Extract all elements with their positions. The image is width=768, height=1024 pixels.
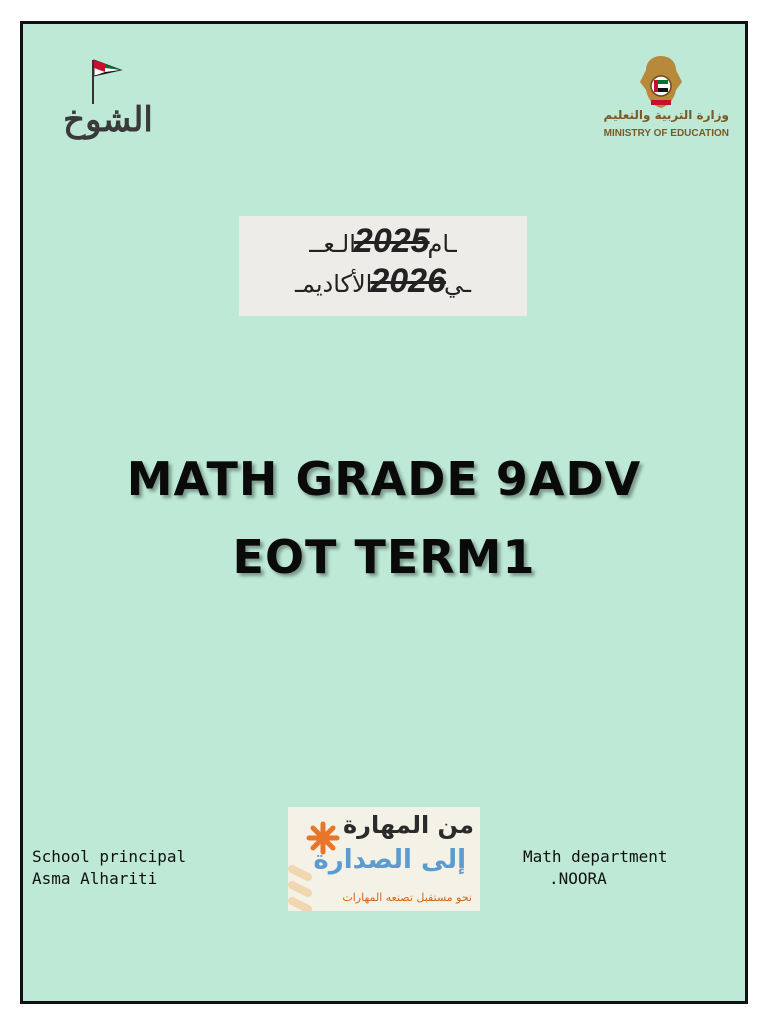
- academic-year-line-1: [239, 222, 527, 261]
- ministry-name-en: MINISTRY OF EDUCATION: [603, 128, 729, 139]
- slogan-logo: [288, 807, 480, 911]
- principal-block: [32, 846, 186, 890]
- principal-name: Asma Alhariti: [32, 869, 158, 888]
- slogan-line-3: نحو مستقبل تصنعه المهارات: [342, 891, 472, 904]
- title-line-1: MATH GRADE 9ADV: [126, 452, 642, 506]
- slogan-line-1: من المهارة: [343, 811, 474, 839]
- academic-year-line-2: [239, 262, 527, 301]
- academic-year-ar-1a: ـام: [427, 230, 457, 258]
- year-start: 2025: [353, 222, 430, 260]
- ministry-logo: [591, 48, 731, 148]
- uae-flag-icon: [53, 56, 163, 106]
- academic-year-ar-1b: الـعــ: [309, 230, 356, 258]
- academic-year-badge: [239, 216, 527, 316]
- school-logo-text: الشوخ: [63, 100, 153, 140]
- department-head-name: .NOORA: [549, 869, 607, 888]
- ministry-name-ar: وزارة التربية والتعليم: [603, 108, 729, 122]
- academic-year-ar-2a: ـي: [443, 270, 472, 298]
- department-role: Math department: [523, 847, 668, 866]
- school-logo: [53, 56, 163, 146]
- principal-role: School principal: [32, 847, 187, 866]
- title-line-2: EOT TERM1: [232, 530, 536, 584]
- cover-page: [20, 21, 748, 1004]
- academic-year-ar-2b: الأكاديمـ: [294, 270, 373, 298]
- department-block: [523, 846, 668, 890]
- falcon-emblem-icon: [636, 52, 686, 110]
- year-end: 2026: [370, 262, 446, 300]
- slogan-line-2: إلى الصدارة: [313, 845, 466, 875]
- document-title: [23, 440, 745, 596]
